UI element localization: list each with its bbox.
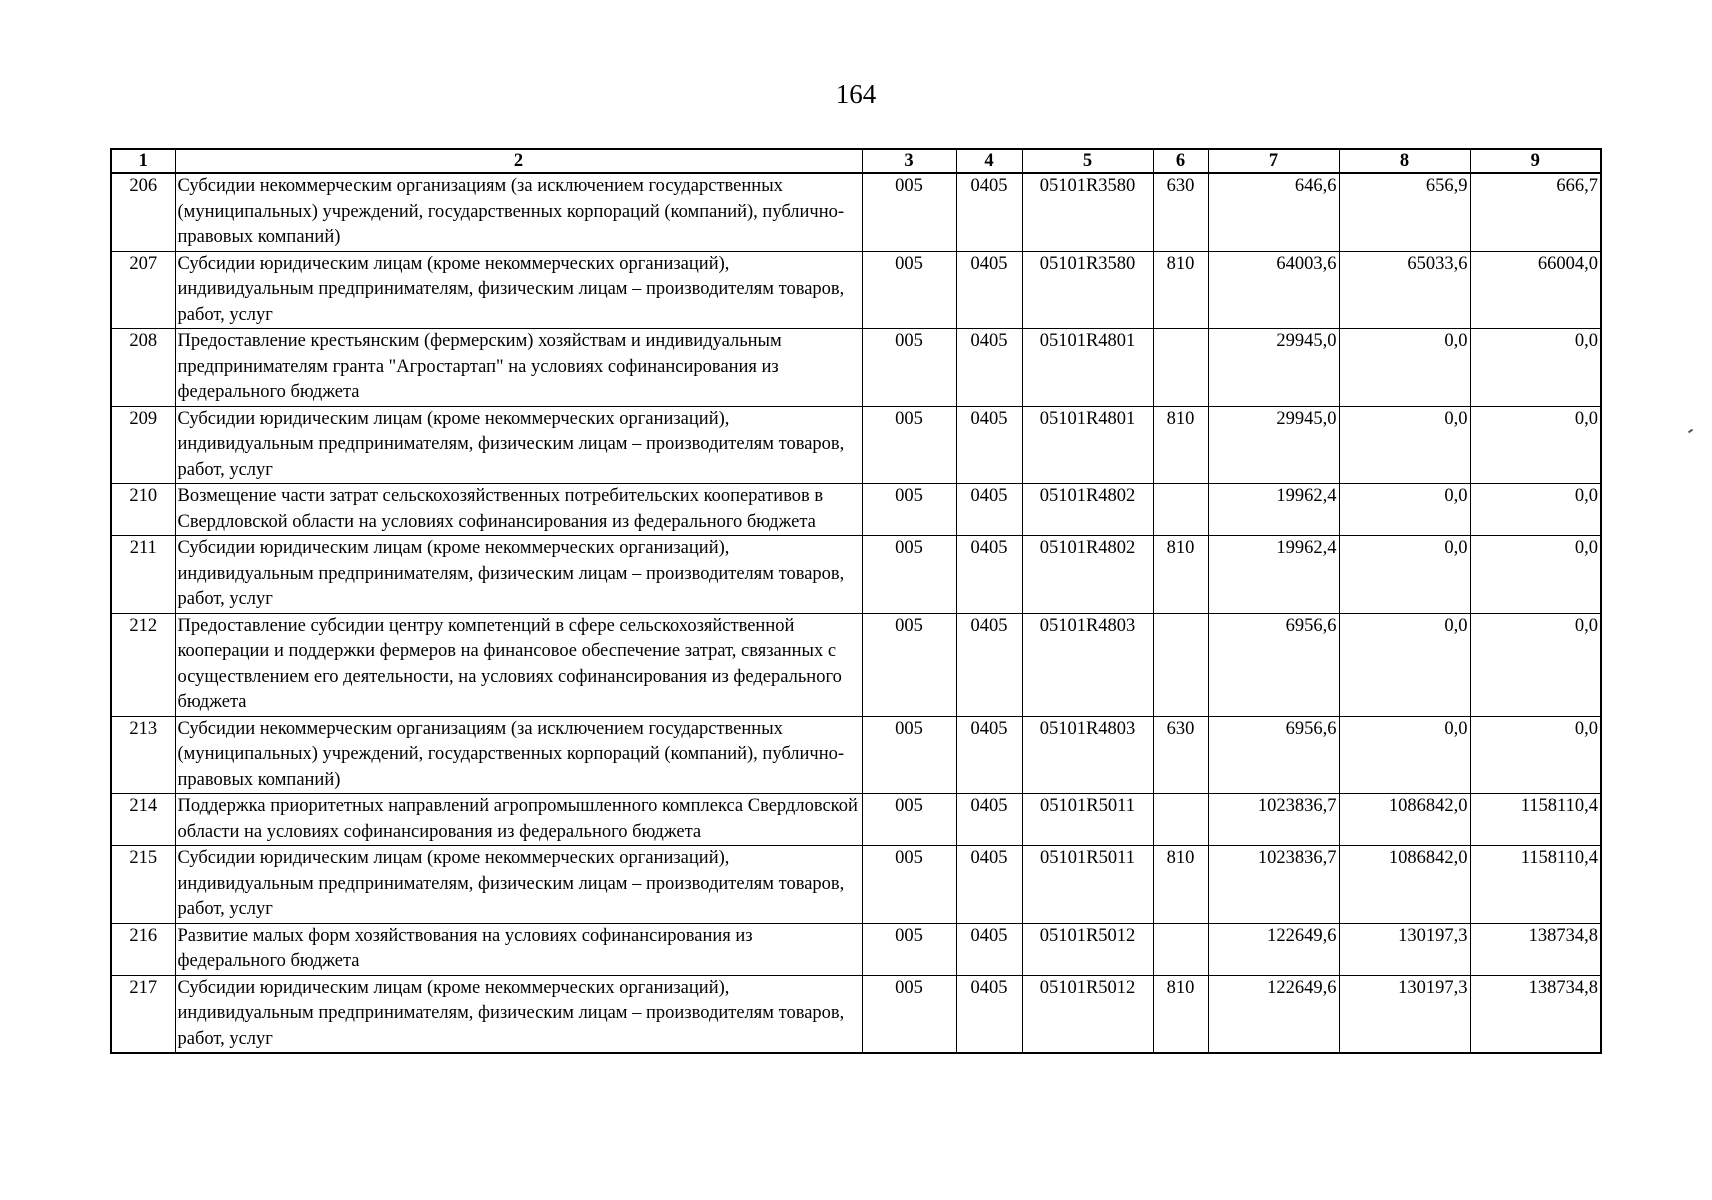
row-value-7: 1023836,7 xyxy=(1208,846,1339,924)
table-row xyxy=(111,975,1601,1053)
table-row xyxy=(111,406,1601,484)
row-description: Субсидии юридическим лицам (кроме некоммерческих организаций), индивидуальным предпринимателям, физическим лицам – производителям товаров, работ, услуг xyxy=(175,536,862,614)
row-col-6: 810 xyxy=(1153,406,1208,484)
row-col-5: 05101R3580 xyxy=(1022,173,1153,251)
row-col-4: 0405 xyxy=(956,484,1022,536)
row-description: Субсидии юридическим лицам (кроме некоммерческих организаций), индивидуальным предпринимателям, физическим лицам – производителям товаров, работ, услуг xyxy=(175,251,862,329)
row-col-4: 0405 xyxy=(956,173,1022,251)
row-col-4: 0405 xyxy=(956,846,1022,924)
row-value-8: 0,0 xyxy=(1339,536,1470,614)
row-col-4: 0405 xyxy=(956,716,1022,794)
row-col-5: 05101R5011 xyxy=(1022,846,1153,924)
row-value-7: 19962,4 xyxy=(1208,484,1339,536)
row-col-6: 630 xyxy=(1153,716,1208,794)
row-col-3: 005 xyxy=(862,536,956,614)
row-value-9: 0,0 xyxy=(1470,536,1601,614)
row-col-6 xyxy=(1153,794,1208,846)
row-col-4: 0405 xyxy=(956,406,1022,484)
row-col-4: 0405 xyxy=(956,613,1022,716)
header-col-1: 1 xyxy=(111,149,175,173)
row-value-9: 666,7 xyxy=(1470,173,1601,251)
header-col-2: 2 xyxy=(175,149,862,173)
row-value-8: 0,0 xyxy=(1339,329,1470,407)
row-col-5: 05101R4803 xyxy=(1022,613,1153,716)
row-col-6 xyxy=(1153,329,1208,407)
row-col-5: 05101R4801 xyxy=(1022,329,1153,407)
row-col-3: 005 xyxy=(862,484,956,536)
row-value-9: 1158110,4 xyxy=(1470,846,1601,924)
row-value-8: 130197,3 xyxy=(1339,923,1470,975)
row-description: Предоставление субсидии центру компетенций в сфере сельскохозяйственной кооперации и поддержки фермеров на финансовое обеспечение затрат, связанных с осуществлением его деятельности, на условиях софинансирования из федерального бюджета xyxy=(175,613,862,716)
budget-table xyxy=(110,148,1602,1054)
row-col-4: 0405 xyxy=(956,536,1022,614)
row-value-8: 65033,6 xyxy=(1339,251,1470,329)
row-col-6 xyxy=(1153,923,1208,975)
row-number: 214 xyxy=(111,794,175,846)
row-col-4: 0405 xyxy=(956,329,1022,407)
row-value-8: 0,0 xyxy=(1339,613,1470,716)
row-col-3: 005 xyxy=(862,716,956,794)
row-number: 210 xyxy=(111,484,175,536)
row-col-5: 05101R3580 xyxy=(1022,251,1153,329)
row-value-9: 0,0 xyxy=(1470,329,1601,407)
row-number: 217 xyxy=(111,975,175,1053)
row-value-7: 122649,6 xyxy=(1208,975,1339,1053)
table-body xyxy=(111,173,1601,1053)
row-value-7: 6956,6 xyxy=(1208,716,1339,794)
row-value-9: 0,0 xyxy=(1470,716,1601,794)
table-row xyxy=(111,251,1601,329)
row-value-9: 0,0 xyxy=(1470,613,1601,716)
row-value-8: 656,9 xyxy=(1339,173,1470,251)
row-value-9: 66004,0 xyxy=(1470,251,1601,329)
row-value-8: 1086842,0 xyxy=(1339,794,1470,846)
row-number: 213 xyxy=(111,716,175,794)
scan-mark xyxy=(1688,429,1693,434)
row-col-4: 0405 xyxy=(956,794,1022,846)
row-value-9: 138734,8 xyxy=(1470,975,1601,1053)
row-value-7: 29945,0 xyxy=(1208,406,1339,484)
row-col-4: 0405 xyxy=(956,251,1022,329)
row-number: 215 xyxy=(111,846,175,924)
row-description: Субсидии юридическим лицам (кроме некоммерческих организаций), индивидуальным предпринимателям, физическим лицам – производителям товаров, работ, услуг xyxy=(175,406,862,484)
row-value-7: 64003,6 xyxy=(1208,251,1339,329)
row-value-9: 0,0 xyxy=(1470,484,1601,536)
header-col-3: 3 xyxy=(862,149,956,173)
table-row xyxy=(111,846,1601,924)
row-description: Субсидии некоммерческим организациям (за исключением государственных (муниципальных) учреждений, государственных корпораций (компаний), публично-правовых компаний) xyxy=(175,173,862,251)
row-col-3: 005 xyxy=(862,173,956,251)
row-value-8: 130197,3 xyxy=(1339,975,1470,1053)
row-col-3: 005 xyxy=(862,923,956,975)
row-col-6 xyxy=(1153,613,1208,716)
row-col-4: 0405 xyxy=(956,923,1022,975)
row-col-6: 810 xyxy=(1153,536,1208,614)
table-row xyxy=(111,613,1601,716)
row-col-3: 005 xyxy=(862,975,956,1053)
table-header-row xyxy=(111,149,1601,173)
row-col-6: 630 xyxy=(1153,173,1208,251)
row-col-5: 05101R4801 xyxy=(1022,406,1153,484)
row-col-6 xyxy=(1153,484,1208,536)
row-number: 206 xyxy=(111,173,175,251)
header-col-6: 6 xyxy=(1153,149,1208,173)
page-number: 164 xyxy=(835,79,877,109)
row-description: Поддержка приоритетных направлений агропромышленного комплекса Свердловской области на условиях софинансирования из федерального бюджета xyxy=(175,794,862,846)
header-col-7: 7 xyxy=(1208,149,1339,173)
row-col-3: 005 xyxy=(862,329,956,407)
row-col-5: 05101R4803 xyxy=(1022,716,1153,794)
table-row xyxy=(111,484,1601,536)
row-value-8: 0,0 xyxy=(1339,484,1470,536)
table-row xyxy=(111,794,1601,846)
row-col-4: 0405 xyxy=(956,975,1022,1053)
row-description: Субсидии юридическим лицам (кроме некоммерческих организаций), индивидуальным предпринимателям, физическим лицам – производителям товаров, работ, услуг xyxy=(175,846,862,924)
row-value-9: 1158110,4 xyxy=(1470,794,1601,846)
row-col-5: 05101R4802 xyxy=(1022,536,1153,614)
row-col-5: 05101R5012 xyxy=(1022,923,1153,975)
row-value-8: 1086842,0 xyxy=(1339,846,1470,924)
table-row xyxy=(111,536,1601,614)
header-col-9: 9 xyxy=(1470,149,1601,173)
row-description: Развитие малых форм хозяйствования на условиях софинансирования из федерального бюджета xyxy=(175,923,862,975)
row-value-8: 0,0 xyxy=(1339,406,1470,484)
row-col-3: 005 xyxy=(862,613,956,716)
row-number: 212 xyxy=(111,613,175,716)
row-col-3: 005 xyxy=(862,794,956,846)
row-description: Субсидии юридическим лицам (кроме некоммерческих организаций), индивидуальным предпринимателям, физическим лицам – производителям товаров, работ, услуг xyxy=(175,975,862,1053)
row-col-3: 005 xyxy=(862,846,956,924)
row-value-7: 646,6 xyxy=(1208,173,1339,251)
row-description: Предоставление крестьянским (фермерским) хозяйствам и индивидуальным предпринимателям гранта "Агростартап" на условиях софинансирования из федерального бюджета xyxy=(175,329,862,407)
row-value-7: 1023836,7 xyxy=(1208,794,1339,846)
row-col-6: 810 xyxy=(1153,975,1208,1053)
row-value-9: 0,0 xyxy=(1470,406,1601,484)
row-col-3: 005 xyxy=(862,251,956,329)
row-col-3: 005 xyxy=(862,406,956,484)
row-description: Субсидии некоммерческим организациям (за исключением государственных (муниципальных) учреждений, государственных корпораций (компаний), публично-правовых компаний) xyxy=(175,716,862,794)
row-value-7: 6956,6 xyxy=(1208,613,1339,716)
header-col-4: 4 xyxy=(956,149,1022,173)
table-row xyxy=(111,173,1601,251)
row-number: 211 xyxy=(111,536,175,614)
row-number: 209 xyxy=(111,406,175,484)
row-value-7: 122649,6 xyxy=(1208,923,1339,975)
table-row xyxy=(111,923,1601,975)
header-col-8: 8 xyxy=(1339,149,1470,173)
header-col-5: 5 xyxy=(1022,149,1153,173)
table-row xyxy=(111,716,1601,794)
row-number: 208 xyxy=(111,329,175,407)
row-value-9: 138734,8 xyxy=(1470,923,1601,975)
row-col-5: 05101R5011 xyxy=(1022,794,1153,846)
row-value-8: 0,0 xyxy=(1339,716,1470,794)
row-description: Возмещение части затрат сельскохозяйственных потребительских кооперативов в Свердловской области на условиях софинансирования из федерального бюджета xyxy=(175,484,862,536)
table-row xyxy=(111,329,1601,407)
row-number: 207 xyxy=(111,251,175,329)
row-value-7: 29945,0 xyxy=(1208,329,1339,407)
row-col-6: 810 xyxy=(1153,846,1208,924)
row-value-7: 19962,4 xyxy=(1208,536,1339,614)
row-col-5: 05101R4802 xyxy=(1022,484,1153,536)
row-col-5: 05101R5012 xyxy=(1022,975,1153,1053)
row-number: 216 xyxy=(111,923,175,975)
row-col-6: 810 xyxy=(1153,251,1208,329)
